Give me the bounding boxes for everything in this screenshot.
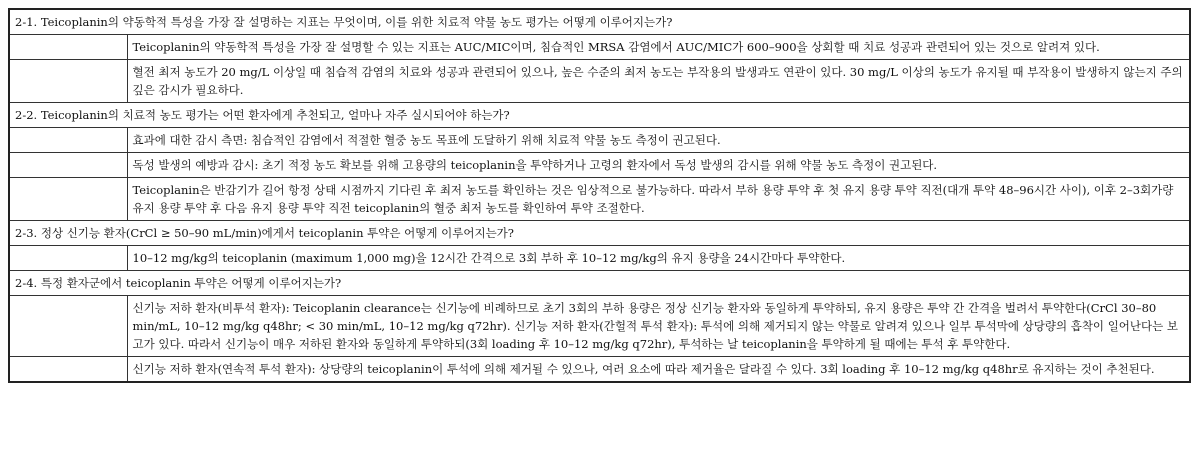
question-row bbox=[9, 221, 1190, 246]
blank-cell bbox=[9, 128, 127, 153]
blank-cell bbox=[9, 153, 127, 178]
qa-table-container bbox=[8, 8, 1189, 383]
answer-row bbox=[9, 246, 1190, 271]
qa-table bbox=[8, 8, 1191, 383]
question-2-1: 2-1. Teicoplanin의 약동학적 특성을 가장 잘 설명하는 지표는 무엇이며, 이를 위한 치료적 약물 농도 평가는 어떻게 이루어지는가? bbox=[9, 9, 1190, 35]
answer-row bbox=[9, 178, 1190, 221]
blank-cell bbox=[9, 357, 127, 383]
answer-row bbox=[9, 128, 1190, 153]
blank-cell bbox=[9, 35, 127, 60]
answer-row bbox=[9, 153, 1190, 178]
answer-cell: 10–12 mg/kg의 teicoplanin (maximum 1,000 mg)을 12시간 간격으로 3회 부하 후 10–12 mg/kg의 유지 용량을 24시간마다 투약한다. bbox=[127, 246, 1190, 271]
answer-row bbox=[9, 35, 1190, 60]
blank-cell bbox=[9, 178, 127, 221]
answer-row bbox=[9, 296, 1190, 357]
blank-cell bbox=[9, 296, 127, 357]
answer-cell: 독성 발생의 예방과 감시: 초기 적정 농도 확보를 위해 고용량의 teicoplanin을 투약하거나 고령의 환자에서 독성 발생의 감시를 위해 약물 농도 측정이 권고된다. bbox=[127, 153, 1190, 178]
question-row bbox=[9, 9, 1190, 35]
answer-cell: 신기능 저하 환자(연속적 투석 환자): 상당량의 teicoplanin이 투석에 의해 제거될 수 있으나, 여러 요소에 따라 제거율은 달라질 수 있다. 3회 loading 후 10–12 mg/kg q48hr로 유지하는 것이 추천된다. bbox=[127, 357, 1190, 383]
answer-row bbox=[9, 60, 1190, 103]
question-2-3: 2-3. 정상 신기능 환자(CrCl ≥ 50–90 mL/min)에게서 teicoplanin 투약은 어떻게 이루어지는가? bbox=[9, 221, 1190, 246]
answer-cell: 혈전 최저 농도가 20 mg/L 이상일 때 침습적 감염의 치료와 성공과 관련되어 있으나, 높은 수준의 최저 농도는 부작용의 발생과도 연관이 있다. 30 mg/L 이상의 농도가 유지될 때 부작용이 발생하지 않는지 주의 깊은 감시가 필요하다. bbox=[127, 60, 1190, 103]
answer-cell: Teicoplanin의 약동학적 특성을 가장 잘 설명할 수 있는 지표는 AUC/MIC이며, 침습적인 MRSA 감염에서 AUC/MIC가 600–900을 상회할 때 치료 성공과 관련되어 있는 것으로 알려져 있다. bbox=[127, 35, 1190, 60]
answer-cell: 효과에 대한 감시 측면: 침습적인 감염에서 적절한 혈중 농도 목표에 도달하기 위해 치료적 약물 농도 측정이 권고된다. bbox=[127, 128, 1190, 153]
blank-cell bbox=[9, 246, 127, 271]
question-row bbox=[9, 271, 1190, 296]
answer-cell: 신기능 저하 환자(비투석 환자): Teicoplanin clearance는 신기능에 비례하므로 초기 3회의 부하 용량은 정상 신기능 환자와 동일하게 투약하되, 유지 용량은 투약 간 간격을 벌려서 투약한다(CrCl 30–80 min/mL, 10–12 mg/kg q48hr; < 30 min/mL, 10–12 mg/kg q72hr). 신기능 저하 환자(간헐적 투석 환자): 투석에 의해 제거되지 않는 약물로 알려져 있으나 일부 투석막에 상당량의 흡착이 일어난다는 보고가 있다. 따라서 신기능이 매우 저하된 환자와 동일하게 투약하되(3회 loading 후 10–12 mg/kg q72hr), 투석하는 날 teicoplanin을 투약하게 될 때에는 투석 후 투약한다. bbox=[127, 296, 1190, 357]
answer-cell: Teicoplanin은 반감기가 길어 항정 상태 시점까지 기다린 후 최저 농도를 확인하는 것은 임상적으로 불가능하다. 따라서 부하 용량 투약 후 첫 유지 용량 투약 직전(대개 투약 48–96시간 사이), 이후 2–3회가량 유지 용량 투약 후 다음 유지 용량 투약 직전 teicoplanin의 혈중 최저 농도를 확인하여 투약 조절한다. bbox=[127, 178, 1190, 221]
question-2-4: 2-4. 특정 환자군에서 teicoplanin 투약은 어떻게 이루어지는가? bbox=[9, 271, 1190, 296]
question-row bbox=[9, 103, 1190, 128]
answer-row bbox=[9, 357, 1190, 383]
blank-cell bbox=[9, 60, 127, 103]
question-2-2: 2-2. Teicoplanin의 치료적 농도 평가는 어떤 환자에게 추천되고, 얼마나 자주 실시되어야 하는가? bbox=[9, 103, 1190, 128]
